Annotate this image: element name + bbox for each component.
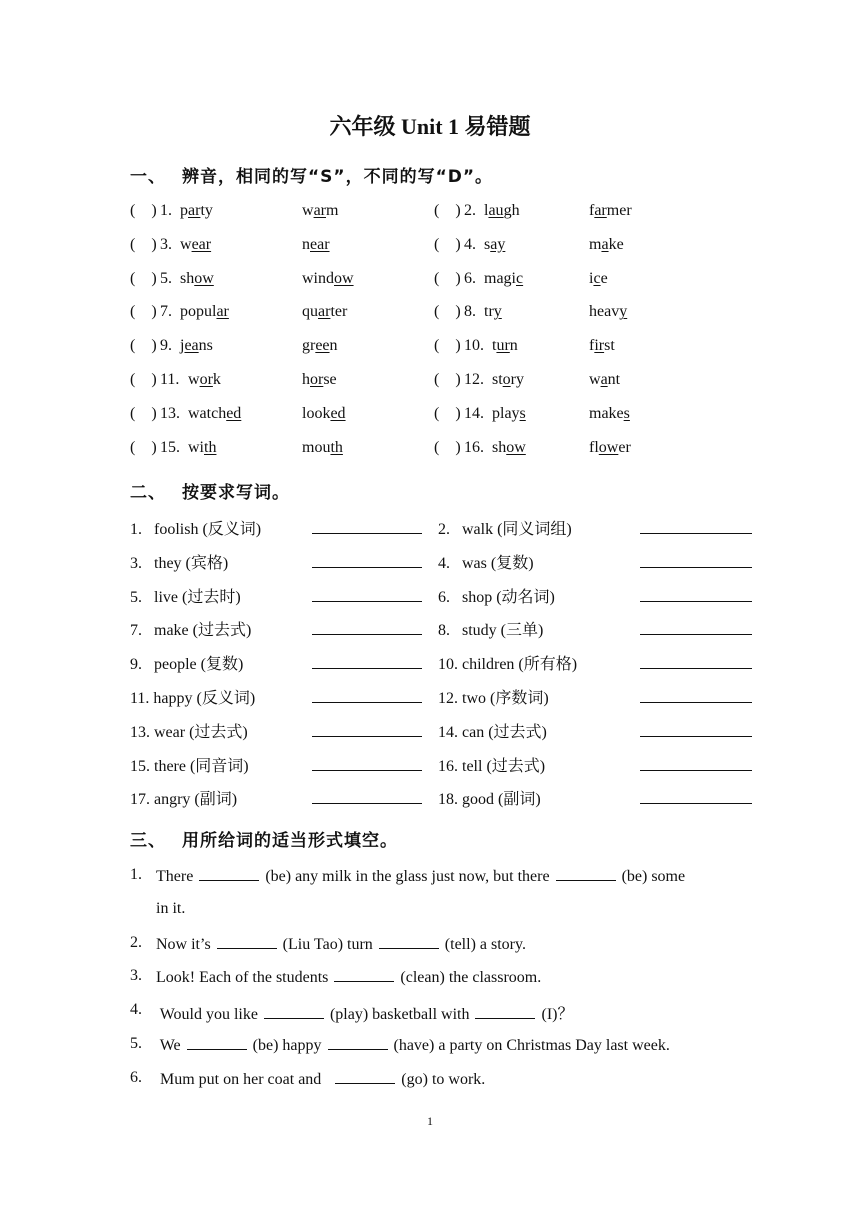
answer-blank[interactable]: [312, 702, 422, 703]
sentence-number: 3.: [130, 967, 142, 985]
compare-word: makes: [589, 404, 630, 422]
underlined-letters: ow: [334, 269, 354, 287]
section-3-heading: [130, 826, 398, 851]
underlined-letters: ar: [216, 303, 229, 321]
word-form-row: [0, 786, 860, 810]
answer-bracket[interactable]: ( ): [130, 202, 157, 219]
answer-blank[interactable]: [335, 1069, 395, 1084]
compare-word: quarter: [302, 303, 348, 321]
word-form-row: [0, 651, 860, 675]
compare-word: heavy: [589, 303, 628, 321]
underlined-letters: ar: [594, 202, 607, 219]
word-form-prompt: 6. shop (动名词): [438, 588, 555, 606]
item-word: try: [484, 303, 502, 321]
item-word: work: [188, 371, 221, 388]
answer-blank[interactable]: [334, 967, 394, 982]
word-form-row: [0, 550, 860, 574]
answer-blank[interactable]: [312, 533, 422, 534]
answer-blank[interactable]: [640, 668, 752, 669]
section-3-number: 三、: [130, 831, 166, 851]
sound-row: [0, 303, 860, 327]
underlined-letters: ow: [194, 269, 214, 287]
fill-blank-sentence: [0, 1069, 860, 1093]
answer-blank[interactable]: [312, 668, 422, 669]
word-form-prompt: 11. happy (反义词): [130, 690, 256, 707]
word-form-row: [0, 617, 860, 641]
compare-word: want: [589, 371, 621, 388]
answer-blank[interactable]: [640, 601, 752, 602]
compare-word: mouth: [302, 438, 343, 456]
answer-bracket[interactable]: ( ): [130, 404, 157, 422]
sentence-text: Would you like (play) basketball with (I)？: [156, 1006, 574, 1024]
answer-blank[interactable]: [312, 803, 422, 804]
item-word: popular: [180, 303, 229, 321]
fill-blank-sentence: [0, 934, 860, 958]
compare-word: ice: [589, 269, 608, 287]
word-form-row: [0, 719, 860, 743]
underlined-letters: ee: [315, 337, 330, 355]
fill-blank-sentence: [0, 1035, 860, 1059]
answer-blank[interactable]: [312, 770, 422, 771]
item-word: story: [492, 371, 524, 388]
word-form-prompt: 13. wear (过去式): [130, 723, 248, 741]
sentence-text: We (be) happy (have) a party on Christmas Day last week.: [156, 1037, 670, 1054]
underlined-letters: th: [204, 438, 217, 456]
compare-word: make: [589, 235, 624, 253]
underlined-letters: ow: [506, 438, 526, 456]
sound-row: [0, 371, 860, 395]
underlined-letters: ea: [184, 337, 199, 355]
word-form-prompt: 3. they (宾格): [130, 554, 229, 572]
answer-blank[interactable]: [640, 567, 752, 568]
section-1-heading: [130, 162, 493, 187]
underlined-letters: ay: [490, 235, 506, 253]
answer-blank[interactable]: [328, 1035, 388, 1050]
underlined-letters: ed: [330, 404, 346, 422]
item-number: 15.: [160, 438, 180, 456]
sound-row: [0, 405, 860, 429]
compare-word: window: [302, 269, 354, 287]
answer-bracket[interactable]: ( ): [130, 303, 157, 321]
answer-bracket[interactable]: ( ): [434, 269, 461, 287]
section-2-heading: [130, 478, 290, 503]
section-1-number: 一、: [130, 167, 166, 187]
fill-blank-sentence: [0, 1001, 860, 1025]
item-number: 10.: [464, 337, 484, 355]
item-number: 14.: [464, 404, 484, 422]
word-form-row: [0, 516, 860, 540]
sentence-text: Mum put on her coat and (go) to work.: [156, 1070, 486, 1088]
item-word: magic: [484, 269, 524, 287]
answer-bracket[interactable]: ( ): [434, 235, 461, 253]
sentence-text: Now it’s (Liu Tao) turn (tell) a story.: [156, 935, 526, 953]
word-form-row: [0, 685, 860, 709]
compare-word: horse: [302, 371, 337, 388]
section-3-title: 用所给词的适当形式填空。: [182, 831, 398, 851]
section-1-title: 辨音，相同的写“S”，不同的写“D”。: [182, 167, 494, 187]
answer-bracket[interactable]: ( ): [434, 337, 461, 355]
sentence-number: 2.: [130, 933, 142, 951]
underlined-letters: th: [330, 438, 343, 456]
item-number: 8.: [464, 303, 476, 321]
item-number: 2.: [464, 202, 476, 219]
underlined-letters: y: [619, 303, 628, 321]
answer-blank[interactable]: [217, 934, 277, 949]
word-form-prompt: 4. was (复数): [438, 554, 534, 572]
answer-blank[interactable]: [640, 736, 752, 737]
word-form-prompt: 5. live (过去时): [130, 588, 241, 606]
word-form-prompt: 14. can (过去式): [438, 723, 547, 741]
answer-bracket[interactable]: ( ): [434, 404, 461, 422]
underlined-letters: s: [623, 404, 630, 422]
answer-bracket[interactable]: ( ): [130, 371, 157, 388]
underlined-letters: ar: [188, 202, 201, 219]
sentence-number: 5.: [130, 1035, 142, 1052]
item-word: laugh: [484, 202, 520, 219]
compare-word: farmer: [589, 202, 632, 219]
underlined-letters: s: [519, 404, 526, 422]
sound-row: [0, 202, 860, 226]
underlined-letters: ed: [226, 404, 242, 422]
item-number: 7.: [160, 303, 172, 321]
answer-blank[interactable]: [312, 567, 422, 568]
underlined-letters: ear: [191, 235, 212, 253]
word-form-prompt: 16. tell (过去式): [438, 757, 546, 775]
word-form-prompt: 17. angry (副词): [130, 791, 238, 809]
item-number: 13.: [160, 404, 180, 422]
sound-row: [0, 236, 860, 260]
underlined-letters: ur: [496, 337, 510, 355]
item-word: party: [180, 202, 213, 219]
underlined-letters: ar: [318, 303, 331, 321]
answer-bracket[interactable]: ( ): [130, 269, 157, 287]
answer-bracket[interactable]: ( ): [130, 235, 157, 253]
answer-bracket[interactable]: ( ): [434, 438, 461, 456]
compare-word: warm: [302, 202, 339, 219]
compare-word: near: [302, 235, 330, 253]
item-word: wear: [180, 235, 212, 253]
word-form-prompt: 8. study (三单): [438, 622, 544, 640]
answer-bracket[interactable]: ( ): [130, 337, 157, 355]
item-number: 11.: [160, 371, 180, 388]
answer-blank[interactable]: [640, 533, 752, 534]
item-word: jeans: [180, 337, 213, 355]
item-word: show: [180, 269, 214, 287]
answer-blank[interactable]: [640, 803, 752, 804]
compare-word: first: [589, 337, 615, 355]
item-number: 16.: [464, 438, 484, 456]
word-form-prompt: 9. people (复数): [130, 656, 244, 674]
item-word: watched: [188, 404, 242, 422]
item-number: 4.: [464, 235, 476, 253]
compare-word: flower: [589, 438, 631, 456]
word-form-prompt: 7. make (过去式): [130, 622, 252, 640]
underlined-letters: o: [502, 371, 511, 388]
word-form-prompt: 10. children (所有格): [438, 656, 578, 674]
sentence-text: There (be) any milk in the glass just now, but there (be) some: [156, 868, 686, 885]
answer-blank[interactable]: [640, 634, 752, 635]
item-number: 3.: [160, 235, 172, 253]
sound-row: [0, 337, 860, 361]
word-form-prompt: 2. walk (同义词组): [438, 521, 572, 538]
answer-blank[interactable]: [187, 1035, 247, 1050]
item-word: say: [484, 235, 506, 253]
item-word: show: [492, 438, 526, 456]
answer-blank[interactable]: [556, 866, 616, 881]
item-number: 6.: [464, 269, 476, 287]
compare-word: green: [302, 337, 338, 355]
answer-blank[interactable]: [640, 702, 752, 703]
answer-blank[interactable]: [199, 866, 259, 881]
underlined-letters: c: [516, 269, 524, 287]
answer-blank[interactable]: [640, 770, 752, 771]
underlined-letters: au: [488, 202, 504, 219]
word-form-prompt: 12. two (序数词): [438, 690, 549, 707]
word-form-prompt: 18. good (副词): [438, 791, 541, 809]
section-2-number: 二、: [130, 483, 166, 503]
word-form-row: [0, 753, 860, 777]
word-form-prompt: 15. there (同音词): [130, 757, 249, 775]
underlined-letters: ear: [310, 235, 330, 253]
fill-blank-sentence: [0, 900, 860, 924]
item-word: with: [188, 438, 217, 456]
word-form-prompt: 1. foolish (反义词): [130, 521, 262, 538]
item-word: turn: [492, 337, 518, 355]
underlined-letters: or: [199, 371, 213, 388]
underlined-letters: c: [593, 269, 601, 287]
sentence-number: 1.: [130, 866, 142, 883]
answer-bracket[interactable]: ( ): [434, 371, 461, 388]
sound-row: [0, 439, 860, 463]
underlined-letters: ar: [313, 202, 326, 219]
item-number: 12.: [464, 371, 484, 388]
answer-blank[interactable]: [475, 1004, 535, 1019]
answer-blank[interactable]: [264, 1004, 324, 1019]
word-form-row: [0, 584, 860, 608]
answer-blank[interactable]: [312, 634, 422, 635]
sentence-text: in it.: [156, 899, 186, 917]
fill-blank-sentence: [0, 866, 860, 890]
sentence-number: 4.: [130, 1001, 142, 1019]
answer-blank[interactable]: [312, 736, 422, 737]
page-number: 1: [427, 1114, 433, 1128]
underlined-letters: a: [600, 371, 608, 388]
answer-bracket[interactable]: ( ): [434, 303, 461, 321]
item-word: plays: [492, 404, 526, 422]
sound-row: [0, 270, 860, 294]
item-number: 1.: [160, 202, 172, 219]
answer-blank[interactable]: [379, 934, 439, 949]
answer-blank[interactable]: [312, 601, 422, 602]
underlined-letters: ow: [598, 438, 619, 456]
page-title: 六年级 Unit 1 易错题: [329, 114, 531, 139]
sentence-text: Look! Each of the students (clean) the classroom.: [156, 969, 542, 987]
section-2-title: 按要求写词。: [182, 483, 290, 503]
underlined-letters: ir: [594, 337, 605, 355]
underlined-letters: y: [493, 303, 502, 321]
answer-bracket[interactable]: ( ): [130, 438, 157, 456]
fill-blank-sentence: [0, 967, 860, 991]
underlined-letters: a: [601, 235, 609, 253]
answer-bracket[interactable]: ( ): [434, 202, 461, 219]
underlined-letters: or: [310, 371, 324, 388]
compare-word: looked: [302, 404, 346, 422]
sentence-number: 6.: [130, 1068, 142, 1086]
item-number: 9.: [160, 337, 172, 355]
item-number: 5.: [160, 269, 172, 287]
